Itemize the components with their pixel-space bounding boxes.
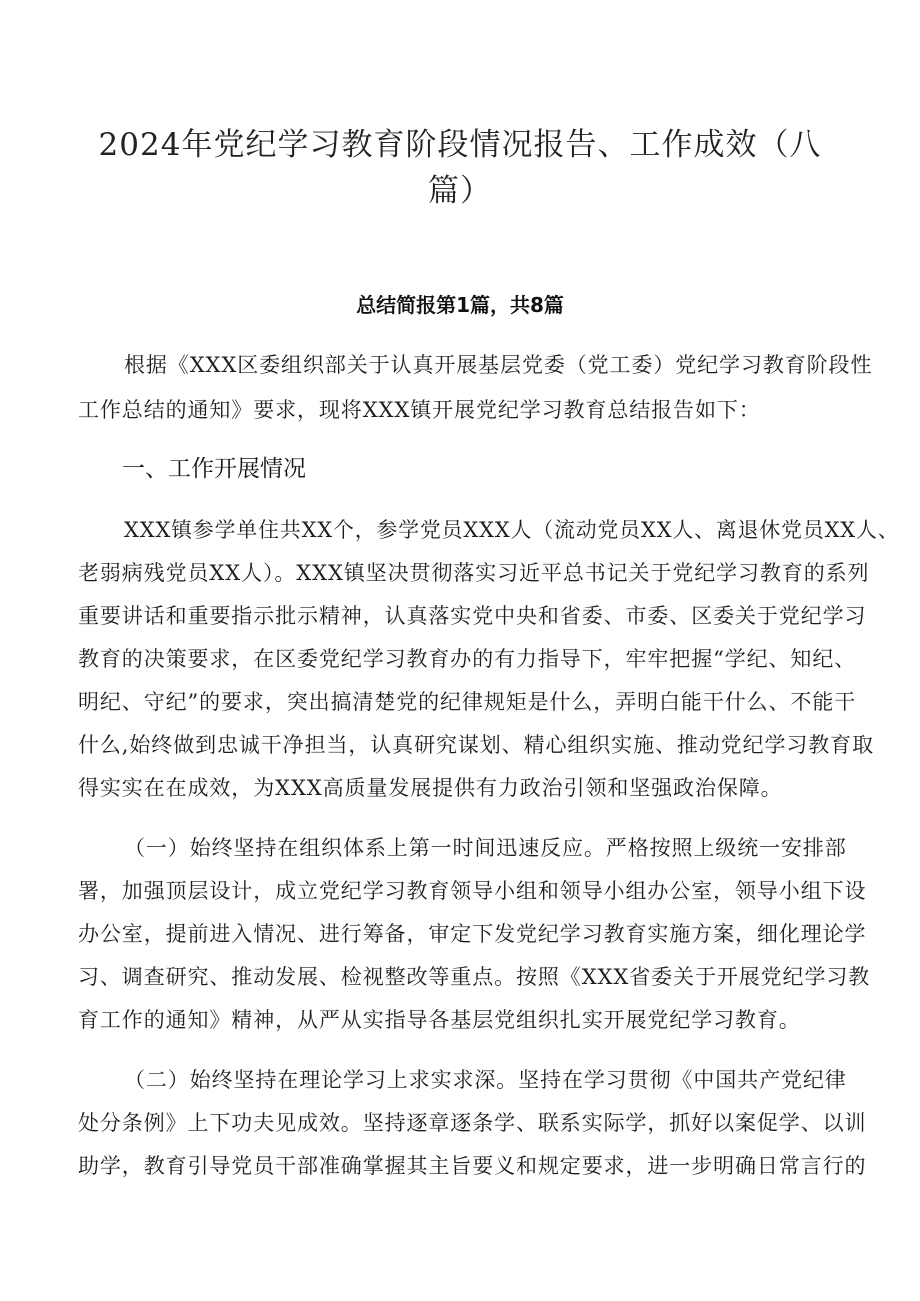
point-two-line: 助学，教育引导党员干部准确掌握其主旨要义和规定要求，进一步明确日常言行的 <box>78 1154 867 1178</box>
paragraph-line: 老弱病残党员XX人）。XXX镇坚决贯彻落实习近平总书记关于党纪学习教育的系列 <box>78 561 870 585</box>
point-one-line: （一）始终坚持在组织体系上第一时间迅速反应。严格按照上级统一安排部 <box>124 836 847 860</box>
document-title-line-1: 2024年党纪学习教育阶段情况报告、工作成效（八 <box>98 127 822 163</box>
document-subtitle: 总结简报第1篇，共8篇 <box>356 293 564 317</box>
document-title-line-2: 篇） <box>428 173 492 209</box>
section-heading: 一、工作开展情况 <box>122 456 306 482</box>
paragraph-line: 教育的决策要求，在区委党纪学习教育办的有力指导下，牢牢把握“学纪、知纪、 <box>78 647 857 671</box>
paragraph-line: XXX镇参学单住共XX个，参学党员XXX人（流动党员XX人、离退休党员XX人、 <box>124 518 900 542</box>
point-one-line: 习、调查研究、推动发展、检视整改等重点。按照《XXX省委关于开展党纪学习教 <box>78 965 871 989</box>
point-two-line: （二）始终坚持在理论学习上求实求深。坚持在学习贯彻《中国共产党纪律 <box>124 1068 847 1092</box>
intro-line-2: 工作总结的通知》要求，现将XXX镇开展党纪学习教育总结报告如下： <box>78 398 761 422</box>
point-one-line: 办公室，提前进入情况、进行筹备，审定下发党纪学习教育实施方案，细化理论学 <box>78 922 867 946</box>
intro-line-1: 根据《XXX区委组织部关于认真开展基层党委（党工委）党纪学习教育阶段性 <box>124 353 873 377</box>
paragraph-line: 得实实在在成效，为XXX高质量发展提供有力政治引领和坚强政治保障。 <box>78 776 783 800</box>
paragraph-line: 明纪、守纪”的要求，突出搞清楚党的纪律规矩是什么，弄明白能干什么、不能干 <box>78 690 857 714</box>
point-two-line: 处分条例》上下功夫见成效。坚持逐章逐条学、联系实际学，抓好以案促学、以训 <box>78 1111 867 1135</box>
point-one-line: 署，加强顶层设计，成立党纪学习教育领导小组和领导小组办公室，领导小组下设 <box>78 879 867 903</box>
point-one-line: 育工作的通知》精神，从严从实指导各基层党组织扎实开展党纪学习教育。 <box>78 1008 801 1032</box>
paragraph-line: 重要讲话和重要指示批示精神，认真落实党中央和省委、市委、区委关于党纪学习 <box>78 604 867 628</box>
paragraph-line: 什么,始终做到忠诚干净担当，认真研究谋划、精心组织实施、推动党纪学习教育取 <box>78 733 874 757</box>
